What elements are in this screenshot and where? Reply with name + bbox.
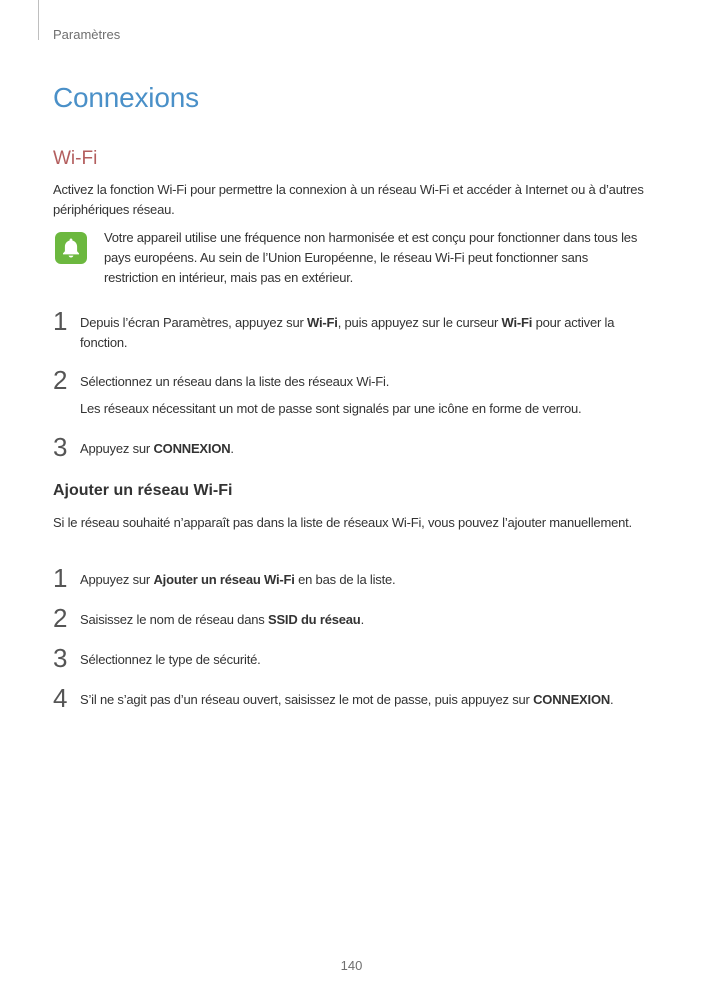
- section-intro: Activez la fonction Wi-Fi pour permettre la connexion à un réseau Wi-Fi et accéder à Internet ou à d’autres périphériques réseau.: [53, 182, 644, 217]
- step-text: Sélectionnez un réseau dans la liste des réseaux Wi-Fi.: [80, 374, 390, 389]
- step-number: 4: [53, 683, 68, 713]
- step-number: 2: [53, 603, 68, 633]
- step-text: Appuyez sur CONNEXION.: [80, 441, 234, 456]
- subsection-intro: Si le réseau souhaité n’apparaît pas dans la liste de réseaux Wi-Fi, vous pouvez l’ajouter manuellement.: [53, 515, 632, 530]
- subsection-title: Ajouter un réseau Wi-Fi: [53, 482, 233, 499]
- page-rule: [38, 0, 39, 40]
- running-header: Paramètres: [53, 27, 121, 42]
- step-number: 3: [53, 432, 68, 462]
- bell-icon: [55, 232, 87, 264]
- step-text: Appuyez sur Ajouter un réseau Wi-Fi en bas de la liste.: [80, 572, 396, 587]
- chapter-title: Connexions: [53, 82, 199, 113]
- step-text: Sélectionnez le type de sécurité.: [80, 652, 261, 667]
- step-number: 2: [53, 365, 68, 395]
- step-number: 1: [53, 563, 68, 593]
- step-text: Depuis l’écran Paramètres, appuyez sur Wi-Fi, puis appuyez sur le curseur Wi-Fi pour activer la fonction.: [80, 315, 615, 350]
- step-text: Saisissez le nom de réseau dans SSID du réseau.: [80, 612, 364, 627]
- section-title: Wi-Fi: [53, 148, 98, 169]
- step-number: 1: [53, 306, 68, 336]
- note-text: Votre appareil utilise une fréquence non harmonisée et est conçu pour fonctionner dans tous les pays européens. Au sein de l’Union Européenne, le réseau Wi-Fi peut fonctionner sans restriction en intérieur, mais pas en extérieur.: [104, 230, 638, 285]
- page-number: 140: [340, 958, 363, 973]
- step-number: 3: [53, 643, 68, 673]
- step-text: S’il ne s’agit pas d’un réseau ouvert, saisissez le mot de passe, puis appuyez sur CONNEXION.: [80, 692, 614, 707]
- step-subtext: Les réseaux nécessitant un mot de passe sont signalés par une icône en forme de verrou.: [80, 401, 582, 416]
